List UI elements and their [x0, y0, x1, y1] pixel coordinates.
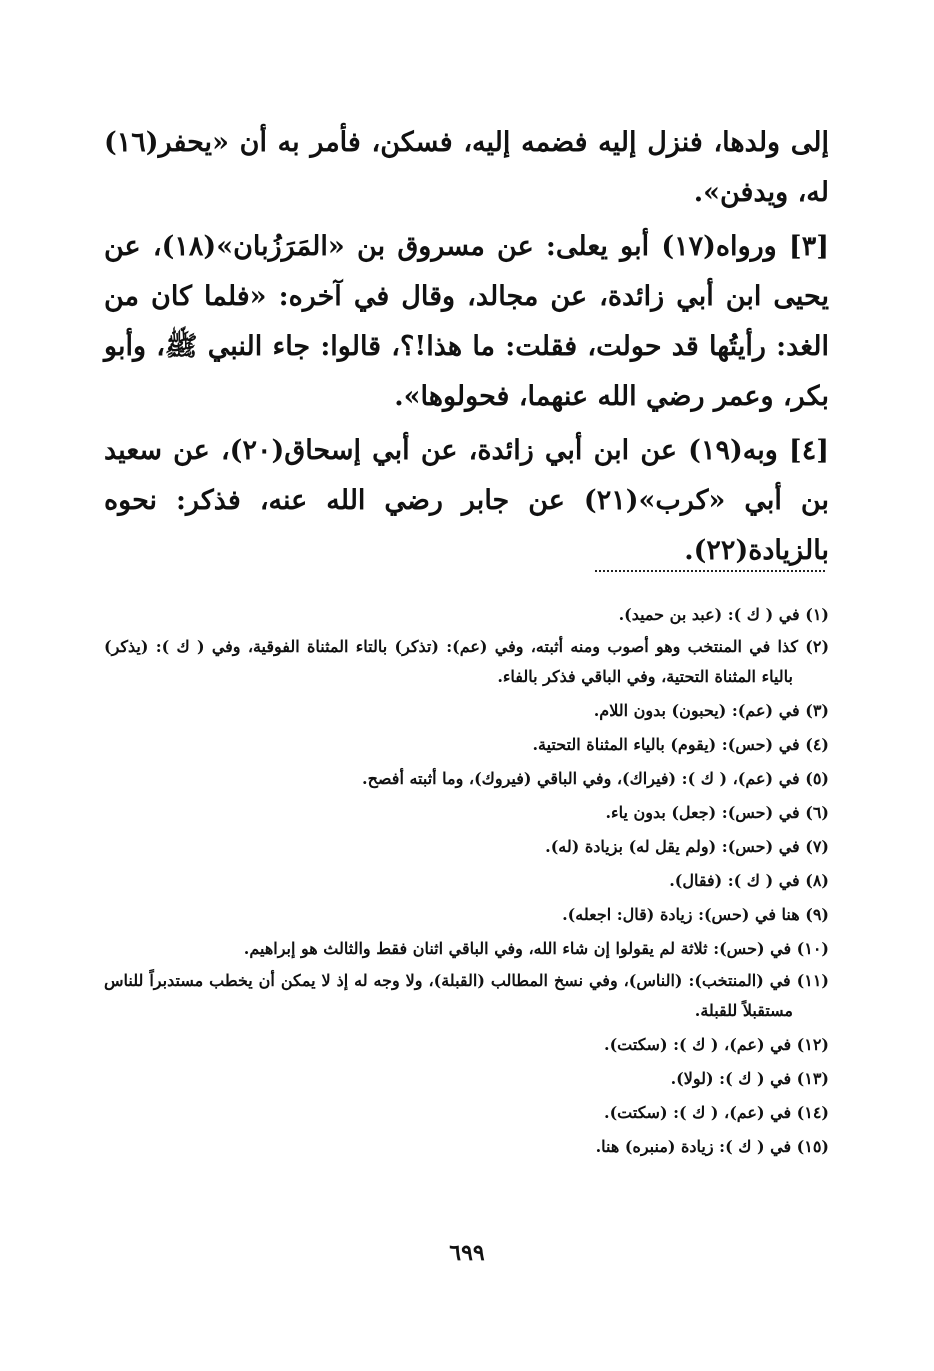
paragraph-1: إلى ولدها، فنزل إليه فضمه إليه، فسكن، فأمر به أن «يحفر(١٦) له، ويدفن». — [104, 127, 829, 208]
paragraph-4: [٤] وبه(١٩) عن ابن أبي زائدة، عن أبي إسحاق(٢٠)، عن سعيد بن أبي «كرب»(٢١) عن جابر رضي الله عنه، فذكر: نحوه بالزيادة(٢٢). — [104, 435, 829, 566]
footnote-3: (٣) في (عم): (يحبون) بدون اللام. — [593, 701, 829, 720]
footnotes — [104, 598, 829, 1164]
footnote-1: (١) في ( ك ): (عبد بن حميد). — [618, 605, 829, 624]
footnote-7: (٧) في (حس): (ولم يقل له) بزيادة (له). — [545, 837, 829, 856]
page-number: ٦٩٩ — [449, 1240, 485, 1266]
footnote-separator — [595, 570, 825, 572]
footnote-8: (٨) في ( ك ): (فقال). — [669, 871, 829, 890]
footnote-15: (١٥) في ( ك ): زيادة (منبره) هنا. — [595, 1137, 829, 1156]
footnote-11: (١١) في (المنتخب): (الناس)، وفي نسخ المطالب (القبلة)، ولا وجه له إذ لا يمكن أن يخطب مستدبراً للناس مستقبلاً للقبلة. — [104, 971, 829, 1020]
footnote-10: (١٠) في (حس): ثلاثة لم يقولوا إن شاء الله، وفي الباقي اثنان فقط والثالث هو إبراهيم. — [243, 939, 829, 958]
footnote-6: (٦) في (حس): (جعل) بدون ياء. — [605, 803, 829, 822]
footnote-14: (١٤) في (عم)، ( ك ): (سكتت). — [604, 1103, 829, 1122]
main-text — [104, 118, 829, 580]
footnote-9: (٩) هنا في (حس): زيادة (قال: اجعله). — [562, 905, 829, 924]
footnote-5: (٥) في (عم)، ( ك ): (فيراك)، وفي الباقي (فيروك)، وما أثبته أفصح. — [362, 769, 829, 788]
footnote-2: (٢) كذا في المنتخب وهو أصوب ومنه أثبته، وفي (عم): (تذكر) بالتاء المثناة الفوقية، وفي ( ك ): (يذكر) بالياء المثناة التحتية، وفي الباقي فذكر بالفاء. — [104, 637, 830, 686]
paragraph-3: [٣] ورواه(١٧) أبو يعلى: عن مسروق بن «المَرَزُبان»(١٨)، عن يحيى ابن أبي زائدة، عن مجالد، وقال في آخره: «فلما كان من الغد: رأيتُها قد حولت، فقلت: ما هذا!؟، قالوا: جاء النبي ﷺ، وأبو بكر، وعمر رضي الله عنهما، فحولوها». — [104, 231, 829, 412]
footnote-4: (٤) في (حس): (يقوم) بالياء المثناة التحتية. — [532, 735, 829, 754]
footnote-12: (١٢) في (عم)، ( ك ): (سكتت). — [604, 1035, 829, 1054]
footnote-13: (١٣) في ( ك ): (لولا). — [670, 1069, 829, 1088]
